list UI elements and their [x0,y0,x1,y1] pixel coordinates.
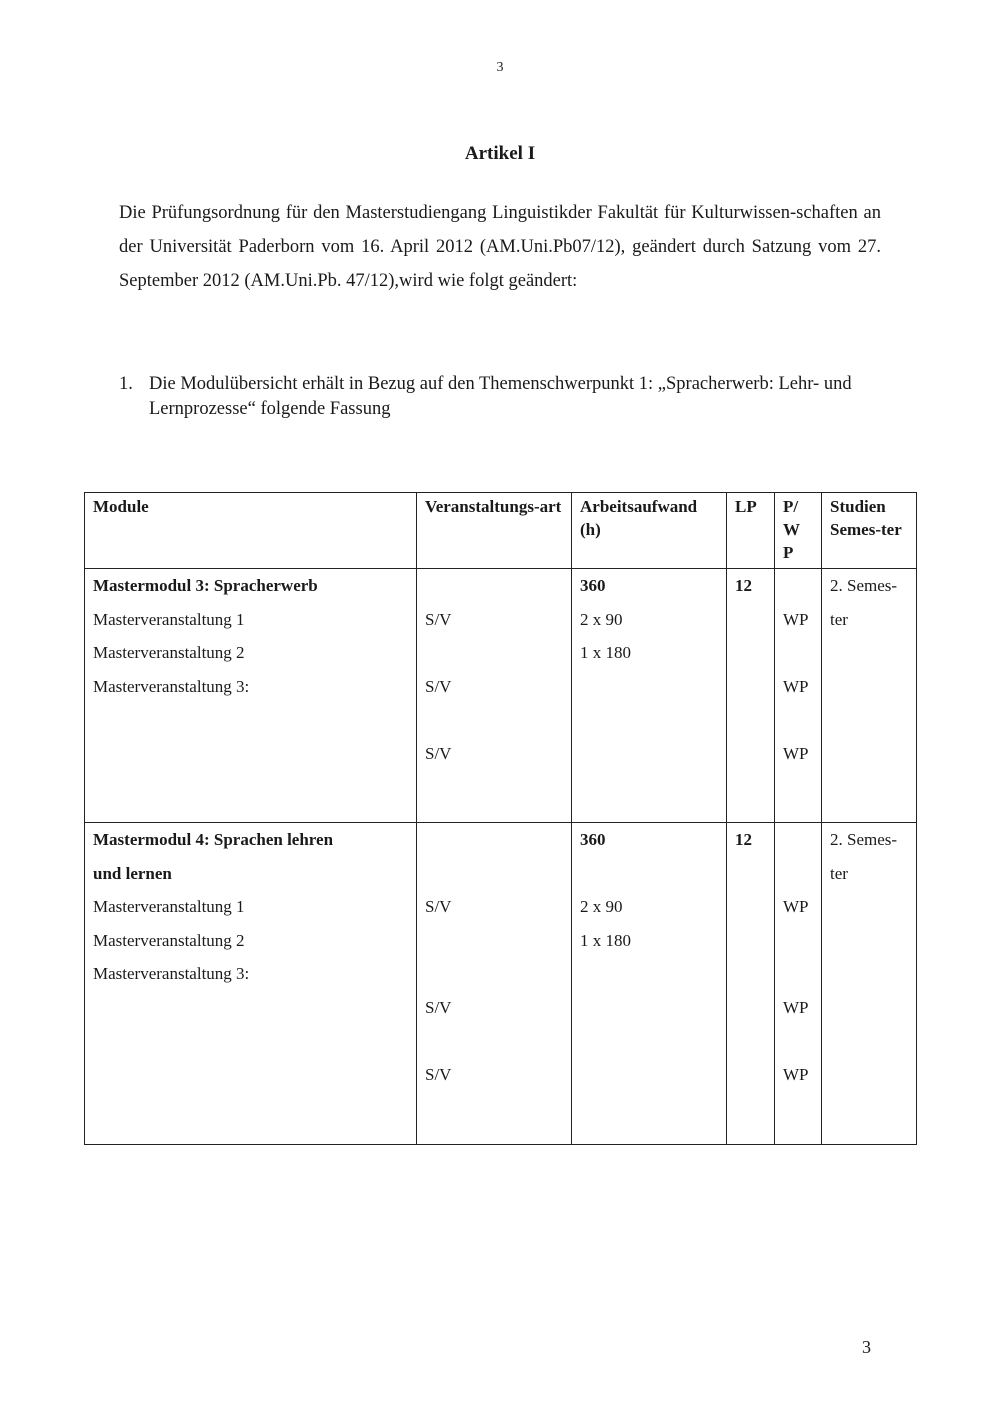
mod3-course-1: Masterveranstaltung 1 [93,609,245,629]
module-table [84,492,917,1145]
intro-paragraph: Die Prüfungsordnung für den Masterstudiengang Linguistikder Fakultät für Kulturwissen-schaften an der Universität Paderborn vom 16. April 2012 (AM.Uni.Pb07/12), geändert durch Satzung vom 27. September 2012 (AM.Uni.Pb. 47/12),wird wie folgt geändert: [119,203,881,291]
mod4-art-2: S/V [425,997,452,1017]
mod3-art-2: S/V [425,676,452,696]
mod4-lp-cell [727,823,775,1145]
mod3-semester-cell [822,569,917,823]
mod4-lp: 12 [735,830,752,849]
mod3-hours-2: 1 x 180 [580,643,631,663]
article-heading: Artikel I [464,143,536,164]
header-art: Veranstaltungs-art [417,493,572,569]
mod3-hours-1: 2 x 90 [580,609,623,629]
mod3-pwp-1: WP [783,609,809,629]
mod4-hours-1: 2 x 90 [580,897,623,917]
mod3-semester-1: 2. Semes- [830,576,898,595]
mod3-hours-total: 360 [580,576,606,595]
mod4-art-3: S/V [425,1065,452,1085]
list-item-text: Die Modulübersicht erhält in Bezug auf den Themenschwerpunkt 1: „Spracherwerb: Lehr- und Lernprozesse“ folgende Fassung [149,374,852,419]
mod3-art-3: S/V [425,743,452,763]
mod4-pwp-3: WP [783,1065,809,1085]
mod4-course-2: Masterveranstaltung 2 [93,930,245,950]
mod4-art-1: S/V [425,897,452,917]
page-number-bottom: 3 [862,1337,871,1357]
mod3-lp: 12 [735,576,752,595]
mod4-aufwand-cell [572,823,727,1145]
mod4-hours-2: 1 x 180 [580,930,631,950]
mod4-semester-2: ter [830,863,848,883]
mod4-semester-1: 2. Semes- [830,830,898,849]
mod3-semester-2: ter [830,609,848,629]
mod3-lp-cell [727,569,775,823]
mod4-title-2: und lernen [93,863,172,883]
mod3-course-3: Masterveranstaltung 3: [93,676,250,696]
header-module: Module [85,493,417,569]
mod3-module-cell [85,569,417,823]
header-aufwand: Arbeitsaufwand (h) [572,493,727,569]
mod3-art-cell [417,569,572,823]
table-row-mod4 [85,823,917,1145]
mod4-course-3: Masterveranstaltung 3: [93,964,250,984]
mod3-pwp-cell [775,569,822,823]
page-number-top: 3 [496,60,504,75]
mod4-hours-total: 360 [580,830,606,849]
mod4-pwp-cell [775,823,822,1145]
mod4-art-cell [417,823,572,1145]
header-pwp: P/ W P [775,493,822,569]
mod3-title: Mastermodul 3: Spracherwerb [93,576,318,595]
table-header-row [85,493,917,569]
mod3-aufwand-cell [572,569,727,823]
mod4-pwp-2: WP [783,997,809,1017]
table-row-mod3 [85,569,917,823]
header-semester: Studien Semes-ter [822,493,917,569]
mod3-course-2: Masterveranstaltung 2 [93,643,245,663]
mod4-title-1: Mastermodul 4: Sprachen lehren [93,830,334,849]
header-lp: LP [727,493,775,569]
mod3-pwp-2: WP [783,676,809,696]
mod4-module-cell [85,823,417,1145]
mod4-semester-cell [822,823,917,1145]
mod3-art-1: S/V [425,609,452,629]
mod3-pwp-3: WP [783,743,809,763]
list-item-number: 1. [119,374,133,394]
mod4-pwp-1: WP [783,897,809,917]
mod4-course-1: Masterveranstaltung 1 [93,897,245,917]
